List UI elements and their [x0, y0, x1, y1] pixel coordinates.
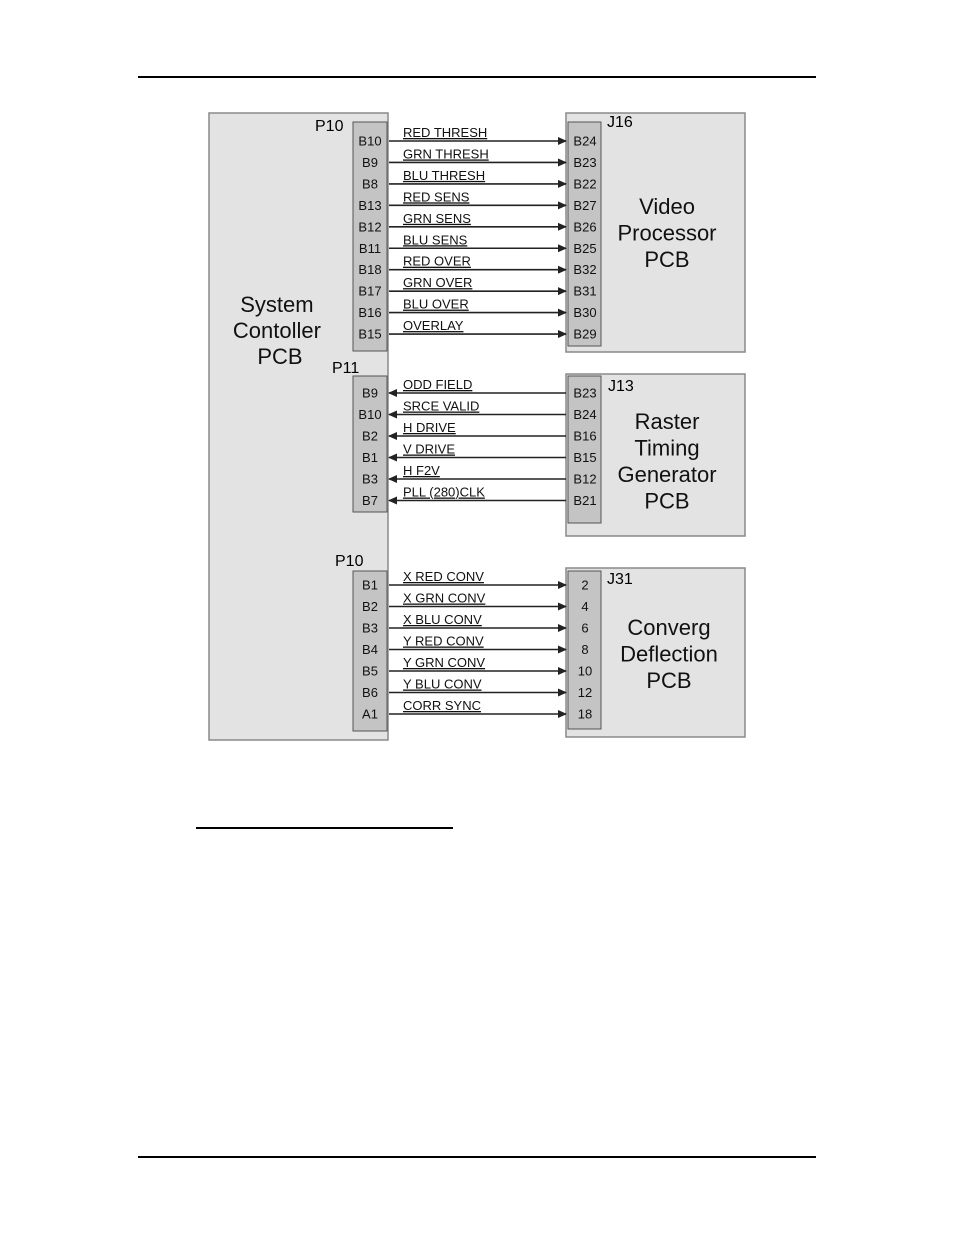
video-right-pin-label: B27	[573, 197, 597, 213]
converg-target-label-line: Deflection	[620, 641, 718, 667]
video-signal-name: RED OVER	[403, 253, 471, 269]
raster-left-pin-label: B2	[362, 428, 378, 444]
raster-right-pin-label: B23	[573, 385, 597, 401]
converg-signal-name: Y GRN CONV	[403, 655, 486, 670]
video-right-header: J16	[607, 114, 633, 131]
raster-target-label-line: Timing	[634, 435, 700, 461]
converg-left-pin-label: B2	[362, 599, 378, 614]
raster-right-pin-label: B21	[573, 493, 597, 508]
video-left-pin-label: B17	[358, 283, 382, 299]
video-left-pin-label: B13	[358, 197, 382, 213]
video-left-pin-label: B10	[358, 133, 382, 149]
converg-target-label-line: PCB	[646, 668, 692, 693]
video-right-pin-label: B24	[573, 133, 597, 149]
converg-left-pin-label: A1	[362, 706, 378, 722]
converg-left-pin-label: B5	[362, 663, 378, 679]
video-target-label-line: Video	[639, 194, 695, 219]
raster-signal-name: ODD FIELD	[403, 377, 473, 392]
raster-left-header: P11	[332, 360, 360, 377]
raster-target-label-line: Raster	[634, 409, 700, 434]
raster-signal-name: SRCE VALID	[403, 398, 480, 414]
converg-right-pin-label: 18	[577, 706, 593, 722]
raster-left-pin-label: B3	[362, 471, 378, 487]
converg-signal-name: X BLU CONV	[403, 612, 482, 627]
raster-signal-name: H F2V	[403, 463, 440, 478]
video-target-label-line: Processor	[617, 220, 717, 246]
raster-signal-name: PLL (280)CLK	[403, 484, 485, 500]
video-left-pin-label: B11	[358, 240, 382, 256]
converg-left-pin-label: B1	[362, 577, 378, 593]
converg-right-pin-label: 10	[577, 663, 593, 679]
converg-right-pin-label: 6	[581, 620, 589, 636]
video-signal-name: RED THRESH	[403, 125, 488, 140]
video-left-pin-label: B12	[358, 219, 382, 235]
video-signal-name: BLU OVER	[403, 296, 469, 312]
system-board-label: System Contoller PCB	[232, 292, 321, 369]
raster-signal-name: V DRIVE	[403, 441, 456, 457]
video-right-pin-label: B30	[573, 305, 597, 321]
converg-signal-name: X GRN CONV	[403, 590, 486, 606]
video-right-pin-label: B31	[573, 283, 597, 299]
converg-right-header: J31	[607, 571, 633, 588]
raster-right-pin-label: B12	[573, 471, 597, 487]
raster-right-pin-label: B16	[573, 428, 597, 444]
video-signal-name: GRN OVER	[403, 275, 473, 291]
raster-right-pin-label: B15	[573, 450, 597, 465]
video-left-pin-label: B15	[358, 326, 382, 342]
converg-target-label-line: Converg	[627, 615, 711, 640]
video-signal-name: GRN THRESH	[403, 146, 489, 162]
converg-signal-name: X RED CONV	[403, 569, 484, 584]
video-signal-name: OVERLAY	[403, 318, 464, 334]
converg-signal-name: Y BLU CONV	[403, 676, 482, 692]
raster-left-pin-label: B7	[362, 493, 378, 508]
raster-right-pin-label: B24	[573, 407, 597, 422]
video-right-pin-label: B32	[573, 262, 597, 278]
converg-right-pin-label: 4	[581, 599, 589, 614]
converg-signal-name: Y RED CONV	[403, 633, 484, 649]
connector-groups	[315, 113, 745, 737]
converg-left-pin-label: B6	[362, 685, 378, 700]
video-target-label-line: PCB	[644, 247, 690, 272]
raster-left-pin-label: B1	[362, 450, 378, 465]
converg-signal-name: CORR SYNC	[403, 698, 482, 713]
video-signal-name: BLU SENS	[403, 232, 468, 248]
raster-left-pin-label: B9	[362, 385, 378, 401]
video-right-pin-label: B25	[573, 240, 597, 256]
raster-signal-name: H DRIVE	[403, 420, 456, 435]
raster-left-pin-label: B10	[358, 407, 382, 422]
raster-target-label-line: PCB	[644, 488, 690, 514]
video-left-pin-label: B8	[362, 176, 378, 192]
converg-left-pin-label: B3	[362, 620, 378, 636]
converg-left-pin-label: B4	[362, 642, 378, 657]
video-left-pin-label: B16	[358, 305, 382, 321]
video-left-pin-label: B9	[362, 154, 378, 170]
raster-right-header: J13	[608, 378, 634, 395]
video-right-pin-label: B29	[573, 326, 597, 342]
video-signal-name: RED SENS	[403, 189, 470, 205]
video-signal-name: BLU THRESH	[403, 167, 486, 183]
converg-right-pin-label: 12	[577, 685, 593, 700]
video-left-pin-label: B18	[358, 262, 382, 278]
video-signal-name: GRN SENS	[403, 210, 471, 226]
video-right-pin-label: B22	[573, 176, 597, 192]
video-left-header: P10	[315, 118, 344, 135]
converg-right-pin-label: 8	[581, 642, 589, 657]
video-right-pin-label: B23	[573, 154, 597, 170]
raster-target-label-line: Generator	[617, 462, 717, 487]
converg-right-pin-label: 2	[581, 577, 589, 593]
video-right-pin-label: B26	[573, 219, 597, 235]
converg-left-header: P10	[335, 553, 364, 570]
